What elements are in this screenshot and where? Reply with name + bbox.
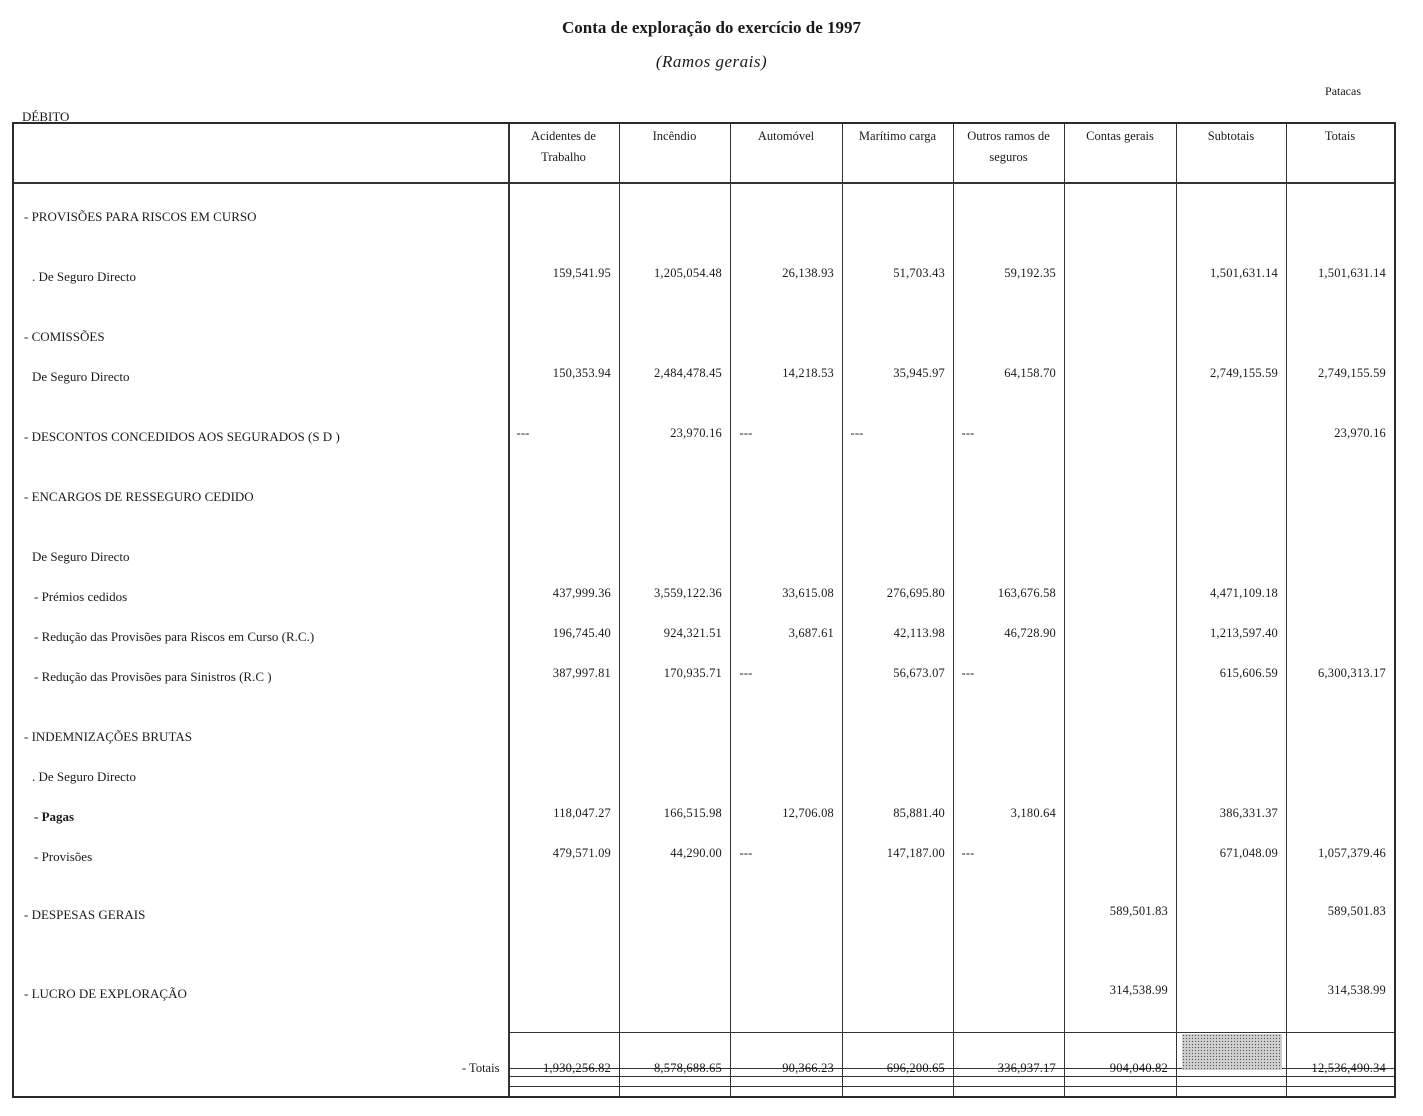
cell-value: 64,158.70 <box>1004 366 1056 380</box>
row-label: - Pagas <box>34 809 75 824</box>
cell-value: 1,501,631.14 <box>1209 266 1278 280</box>
cell-value: 437,999.36 <box>552 586 611 600</box>
cell-value: 23,970.16 <box>1334 426 1386 440</box>
column-header: Subtotais <box>1207 129 1255 143</box>
total-value: 8,578,688.65 <box>653 1061 722 1075</box>
cell-value: 23,970.16 <box>670 426 722 440</box>
cell-value: 56,673.07 <box>893 666 945 680</box>
row-label: - INDEMNIZAÇÕES BRUTAS <box>24 729 192 744</box>
currency-label: Patacas <box>1325 84 1361 98</box>
cell-value: 150,353.94 <box>552 366 611 380</box>
row-label: - Redução das Provisões para Sinistros (R.C ) <box>34 669 272 684</box>
cell-value: 26,138.93 <box>782 266 834 280</box>
cell-value: 42,113.98 <box>893 626 945 640</box>
totals-rule <box>508 1076 1394 1077</box>
cell-value: 35,945.97 <box>893 366 945 380</box>
cell-value: 2,749,155.59 <box>1317 366 1386 380</box>
cell-value: 1,213,597.40 <box>1209 626 1278 640</box>
total-value: 336,937.17 <box>997 1061 1056 1075</box>
column-rule <box>1064 124 1065 1096</box>
row-label: - Prémios cedidos <box>34 589 128 604</box>
cell-value: 2,749,155.59 <box>1209 366 1278 380</box>
cell-value: 386,331.37 <box>1219 806 1278 820</box>
account-table <box>12 122 1396 1098</box>
row-label: - LUCRO DE EXPLORAÇÃO <box>24 986 187 1001</box>
cell-value: 479,571.09 <box>552 846 611 860</box>
cell-value: 276,695.80 <box>886 586 945 600</box>
cell-value: 46,728.90 <box>1004 626 1056 640</box>
document-subtitle: (Ramos gerais) <box>655 52 768 71</box>
column-header: Incêndio <box>652 129 697 143</box>
total-value: 1,930,256.82 <box>542 1061 611 1075</box>
cell-value: 314,538.99 <box>1109 983 1168 997</box>
row-label: - Provisões <box>34 849 93 864</box>
cell-value: 4,471,109.18 <box>1209 586 1278 600</box>
cell-value: 1,205,054.48 <box>653 266 722 280</box>
column-header: Contas gerais <box>1086 129 1154 143</box>
cell-value: 615,606.59 <box>1219 666 1278 680</box>
cell-value: 671,048.09 <box>1219 846 1278 860</box>
cell-value: 589,501.83 <box>1109 904 1168 918</box>
row-label: - PROVISÕES PARA RISCOS EM CURSO <box>24 209 257 224</box>
cell-value: 44,290.00 <box>670 846 722 860</box>
cell-value: 51,703.43 <box>893 266 945 280</box>
cell-value: 3,180.64 <box>1010 806 1056 820</box>
cell-value: --- <box>961 666 975 680</box>
column-header: Marítimo carga <box>858 129 937 143</box>
column-header: Totais <box>1324 129 1356 143</box>
column-header: Outros ramos de seguros <box>967 129 1050 164</box>
row-label: . De Seguro Directo <box>32 769 136 784</box>
column-header: Automóvel <box>757 129 815 143</box>
cell-value: 163,676.58 <box>997 586 1056 600</box>
cell-value: --- <box>739 666 753 680</box>
cell-value: 589,501.83 <box>1327 904 1386 918</box>
cell-value: 166,515.98 <box>663 806 722 820</box>
cell-value: --- <box>961 846 975 860</box>
cell-value: --- <box>961 426 975 440</box>
row-label: - Redução das Provisões para Riscos em Curso (R.C.) <box>34 629 315 644</box>
cell-value: 85,881.40 <box>893 806 945 820</box>
totals-label: - Totais <box>462 1061 500 1075</box>
cell-value: 147,187.00 <box>886 846 945 860</box>
cell-value: 314,538.99 <box>1327 983 1386 997</box>
cell-value: 3,687.61 <box>788 626 834 640</box>
row-label: - COMISSÕES <box>24 329 105 344</box>
cell-value: 59,192.35 <box>1004 266 1056 280</box>
shaded-cell <box>1182 1034 1282 1070</box>
cell-value: 924,321.51 <box>663 626 722 640</box>
cell-value: 1,057,379.46 <box>1317 846 1386 860</box>
cell-value: --- <box>850 426 864 440</box>
cell-value: 6,300,313.17 <box>1317 666 1386 680</box>
row-label: . De Seguro Directo <box>32 269 136 284</box>
cell-value: 159,541.95 <box>552 266 611 280</box>
cell-value: 1,501,631.14 <box>1317 266 1386 280</box>
cell-value: 12,706.08 <box>782 806 834 820</box>
debit-label: DÉBITO <box>22 109 70 124</box>
totals-rule <box>508 1032 1394 1033</box>
cell-value: 3,559,122.36 <box>653 586 722 600</box>
total-value: 904,040.82 <box>1109 1061 1168 1075</box>
cell-value: 387,997.81 <box>552 666 611 680</box>
row-label: - DESCONTOS CONCEDIDOS AOS SEGURADOS (S D ) <box>24 429 340 444</box>
cell-value: --- <box>739 426 753 440</box>
cell-value: 170,935.71 <box>663 666 722 680</box>
cell-value: 196,745.40 <box>552 626 611 640</box>
row-label: De Seguro Directo <box>32 549 130 564</box>
cell-value: --- <box>739 846 753 860</box>
totals-rule <box>508 1086 1394 1087</box>
cell-value: 2,484,478.45 <box>653 366 722 380</box>
document-title: Conta de exploração do exercício de 1997 <box>561 18 862 37</box>
cell-value: 118,047.27 <box>553 806 611 820</box>
column-header: Acidentes de Trabalho <box>531 129 596 164</box>
cell-value: 33,615.08 <box>782 586 834 600</box>
cell-value: --- <box>516 426 530 440</box>
row-label: - DESPESAS GERAIS <box>24 907 146 922</box>
header-rule <box>14 182 1394 184</box>
row-label: De Seguro Directo <box>32 369 130 384</box>
total-value: 90,366.23 <box>782 1061 834 1075</box>
row-label: - ENCARGOS DE RESSEGURO CEDIDO <box>24 489 254 504</box>
cell-value: 14,218.53 <box>782 366 834 380</box>
total-value: 12,536,490.34 <box>1311 1061 1386 1075</box>
total-value: 696,200.65 <box>886 1061 945 1075</box>
